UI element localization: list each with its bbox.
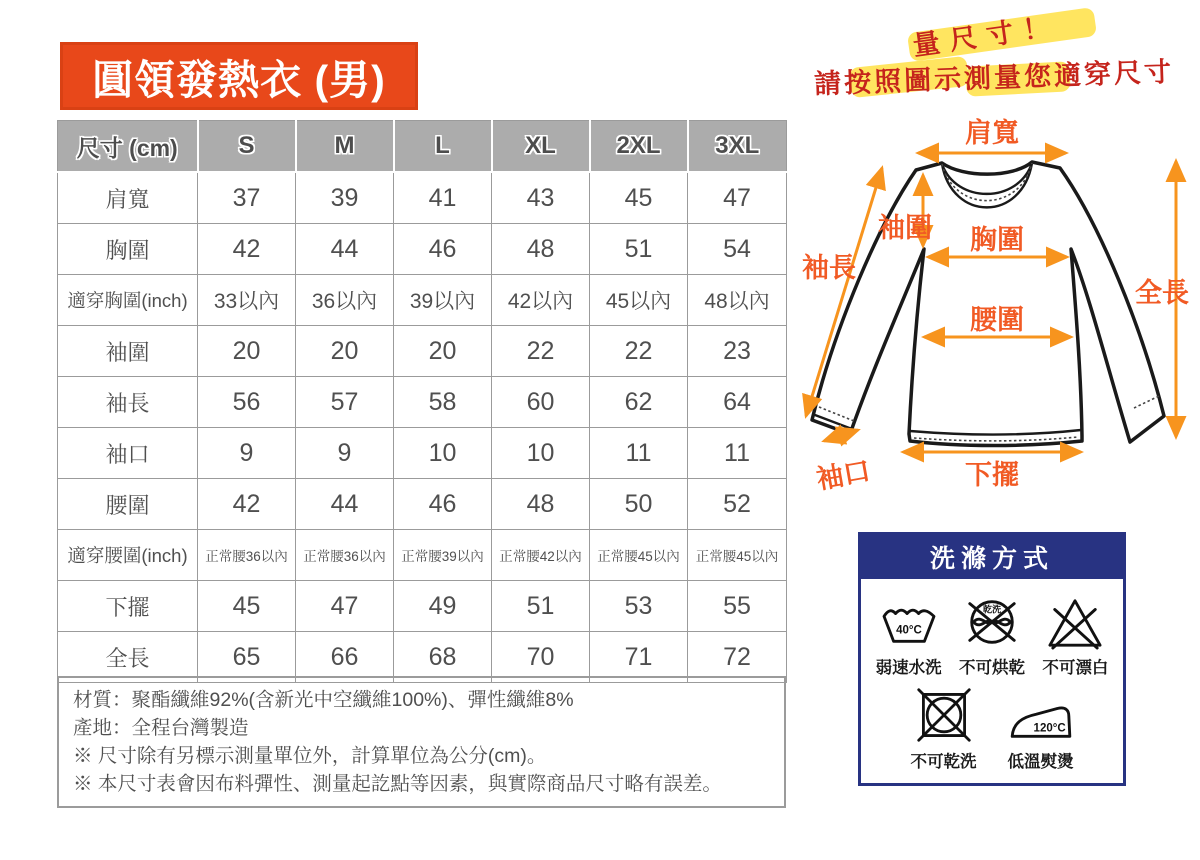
- note-line: ※ 本尺寸表會因布料彈性、測量起訖點等因素，與實際商品尺寸略有誤差。: [73, 773, 722, 795]
- header-cell-size: M: [296, 121, 394, 173]
- size-value-cell: 正常腰45以內: [688, 530, 787, 581]
- size-value-cell: 36以內: [296, 275, 394, 326]
- size-value-cell: 22: [590, 326, 688, 377]
- size-table-header-row: [58, 121, 787, 173]
- size-value-cell: 正常腰42以內: [492, 530, 590, 581]
- care-item-label: 低溫熨燙: [1007, 753, 1074, 771]
- care-row-2: [861, 686, 1123, 772]
- size-table-row: [58, 479, 787, 530]
- size-value-cell: 11: [688, 428, 787, 479]
- size-value-cell: 53: [590, 581, 688, 632]
- no-tumble-dry-icon: [963, 594, 1021, 650]
- size-value-cell: 42以內: [492, 275, 590, 326]
- size-value-cell: 50: [590, 479, 688, 530]
- size-value-cell: 51: [492, 581, 590, 632]
- size-table-row: [58, 581, 787, 632]
- size-value-cell: 20: [198, 326, 296, 377]
- care-item-label: 不可烘乾: [958, 659, 1025, 677]
- size-value-cell: 64: [688, 377, 787, 428]
- size-value-cell: 65: [198, 632, 296, 683]
- measurement-label: 袖圍: [58, 326, 198, 377]
- size-value-cell: 66: [296, 632, 394, 683]
- care-item: [959, 592, 1025, 678]
- size-value-cell: 正常腰36以內: [296, 530, 394, 581]
- size-value-cell: 正常腰36以內: [198, 530, 296, 581]
- care-item: [876, 592, 942, 678]
- care-item: [1042, 592, 1108, 678]
- header-cell-size: XL: [492, 121, 590, 173]
- size-table-row: [58, 275, 787, 326]
- shirt-outline-icon: [812, 162, 1164, 446]
- size-value-cell: 47: [296, 581, 394, 632]
- size-value-cell: 43: [492, 172, 590, 224]
- size-value-cell: 55: [688, 581, 787, 632]
- size-table-row: [58, 224, 787, 275]
- header-cell-size: S: [198, 121, 296, 173]
- size-value-cell: 68: [394, 632, 492, 683]
- svg-text:120°C: 120°C: [1033, 722, 1066, 735]
- note-line: ※ 尺寸除有另標示測量單位外，計算單位為公分(cm)。: [73, 745, 547, 767]
- size-table-row: [58, 377, 787, 428]
- size-value-cell: 44: [296, 479, 394, 530]
- size-value-cell: 正常腰39以內: [394, 530, 492, 581]
- handwritten-line-2: 請按照圖示測量您適穿尺寸: [813, 56, 1175, 100]
- size-table-row: [58, 428, 787, 479]
- size-value-cell: 56: [198, 377, 296, 428]
- care-row-1: [861, 592, 1123, 678]
- size-value-cell: 20: [394, 326, 492, 377]
- size-value-cell: 22: [492, 326, 590, 377]
- care-item-label: 不可漂白: [1042, 659, 1109, 677]
- size-value-cell: 48: [492, 479, 590, 530]
- svg-text:40°C: 40°C: [895, 624, 922, 637]
- measurement-label: 適穿腰圍(inch): [58, 530, 198, 581]
- care-title: 洗滌方式: [861, 535, 1123, 579]
- size-value-cell: 51: [590, 224, 688, 275]
- svg-text:乾洗: 乾洗: [982, 604, 1002, 615]
- note-line: 產地：全程台灣製造: [73, 717, 249, 739]
- care-item: [1008, 686, 1074, 772]
- size-value-cell: 52: [688, 479, 787, 530]
- size-value-cell: 70: [492, 632, 590, 683]
- measurement-label: 全長: [58, 632, 198, 683]
- size-value-cell: 46: [394, 224, 492, 275]
- size-value-cell: 72: [688, 632, 787, 683]
- size-value-cell: 9: [198, 428, 296, 479]
- size-value-cell: 42: [198, 479, 296, 530]
- size-value-cell: 41: [394, 172, 492, 224]
- size-value-cell: 正常腰45以內: [590, 530, 688, 581]
- size-value-cell: 60: [492, 377, 590, 428]
- measurement-label: 適穿胸圍(inch): [58, 275, 198, 326]
- size-table-row: [58, 326, 787, 377]
- measurement-label: 胸圍: [58, 224, 198, 275]
- size-value-cell: 45: [590, 172, 688, 224]
- iron-low-icon: [1009, 696, 1073, 744]
- size-value-cell: 45: [198, 581, 296, 632]
- notes-box: [57, 676, 786, 808]
- product-title-banner: [60, 42, 418, 110]
- note-line: 材質：聚酯纖維92%(含新光中空纖維100%)、彈性纖維8%: [73, 689, 574, 711]
- measurement-label: 下擺: [58, 581, 198, 632]
- product-title: 圓領發熱衣 (男): [92, 56, 386, 103]
- size-value-cell: 46: [394, 479, 492, 530]
- care-item-label: 不可乾洗: [910, 753, 977, 771]
- label-sleeve-length: 袖長: [802, 253, 856, 283]
- size-value-cell: 42: [198, 224, 296, 275]
- size-value-cell: 45以內: [590, 275, 688, 326]
- size-value-cell: 49: [394, 581, 492, 632]
- handwritten-line-1: 量尺寸！: [910, 10, 1062, 62]
- size-value-cell: 47: [688, 172, 787, 224]
- size-table-body: [58, 172, 787, 683]
- size-value-cell: 33以內: [198, 275, 296, 326]
- measurement-label: 肩寬: [58, 172, 198, 224]
- size-value-cell: 71: [590, 632, 688, 683]
- size-value-cell: 9: [296, 428, 394, 479]
- label-hem: 下擺: [965, 460, 1019, 490]
- size-value-cell: 39以內: [394, 275, 492, 326]
- size-table-row: [58, 530, 787, 581]
- label-chest: 胸圍: [970, 225, 1024, 255]
- label-waist: 腰圍: [970, 305, 1024, 335]
- size-value-cell: 11: [590, 428, 688, 479]
- size-value-cell: 62: [590, 377, 688, 428]
- size-value-cell: 20: [296, 326, 394, 377]
- size-value-cell: 58: [394, 377, 492, 428]
- size-table: [57, 120, 787, 683]
- care-item-label: 弱速水洗: [875, 659, 942, 677]
- label-shoulder-width: 肩寬: [965, 118, 1019, 148]
- size-value-cell: 48: [492, 224, 590, 275]
- measurement-label: 袖長: [58, 377, 198, 428]
- no-dry-clean-icon: [915, 686, 973, 744]
- care-item: [911, 686, 977, 772]
- measurement-label: 腰圍: [58, 479, 198, 530]
- measurement-label: 袖口: [58, 428, 198, 479]
- care-instructions-box: [858, 532, 1126, 786]
- size-value-cell: 39: [296, 172, 394, 224]
- header-cell-size: 3XL: [688, 121, 787, 173]
- no-bleach-icon: [1046, 596, 1104, 650]
- size-value-cell: 48以內: [688, 275, 787, 326]
- size-table-row: [58, 632, 787, 683]
- size-table-row: [58, 172, 787, 224]
- header-cell-size: 2XL: [590, 121, 688, 173]
- size-value-cell: 10: [492, 428, 590, 479]
- header-cell-size: L: [394, 121, 492, 173]
- size-value-cell: 10: [394, 428, 492, 479]
- size-value-cell: 57: [296, 377, 394, 428]
- label-full-length: 全長: [1135, 278, 1189, 308]
- measurement-diagram: [790, 100, 1200, 510]
- size-value-cell: 54: [688, 224, 787, 275]
- header-cell-unit: 尺寸 (cm): [58, 121, 198, 173]
- label-sleeve-girth: 袖圍: [878, 213, 932, 243]
- wash-40c-icon: [880, 602, 938, 650]
- size-value-cell: 37: [198, 172, 296, 224]
- handwritten-note: [810, 8, 1200, 110]
- label-cuff: 袖口: [814, 455, 873, 495]
- size-value-cell: 44: [296, 224, 394, 275]
- size-value-cell: 23: [688, 326, 787, 377]
